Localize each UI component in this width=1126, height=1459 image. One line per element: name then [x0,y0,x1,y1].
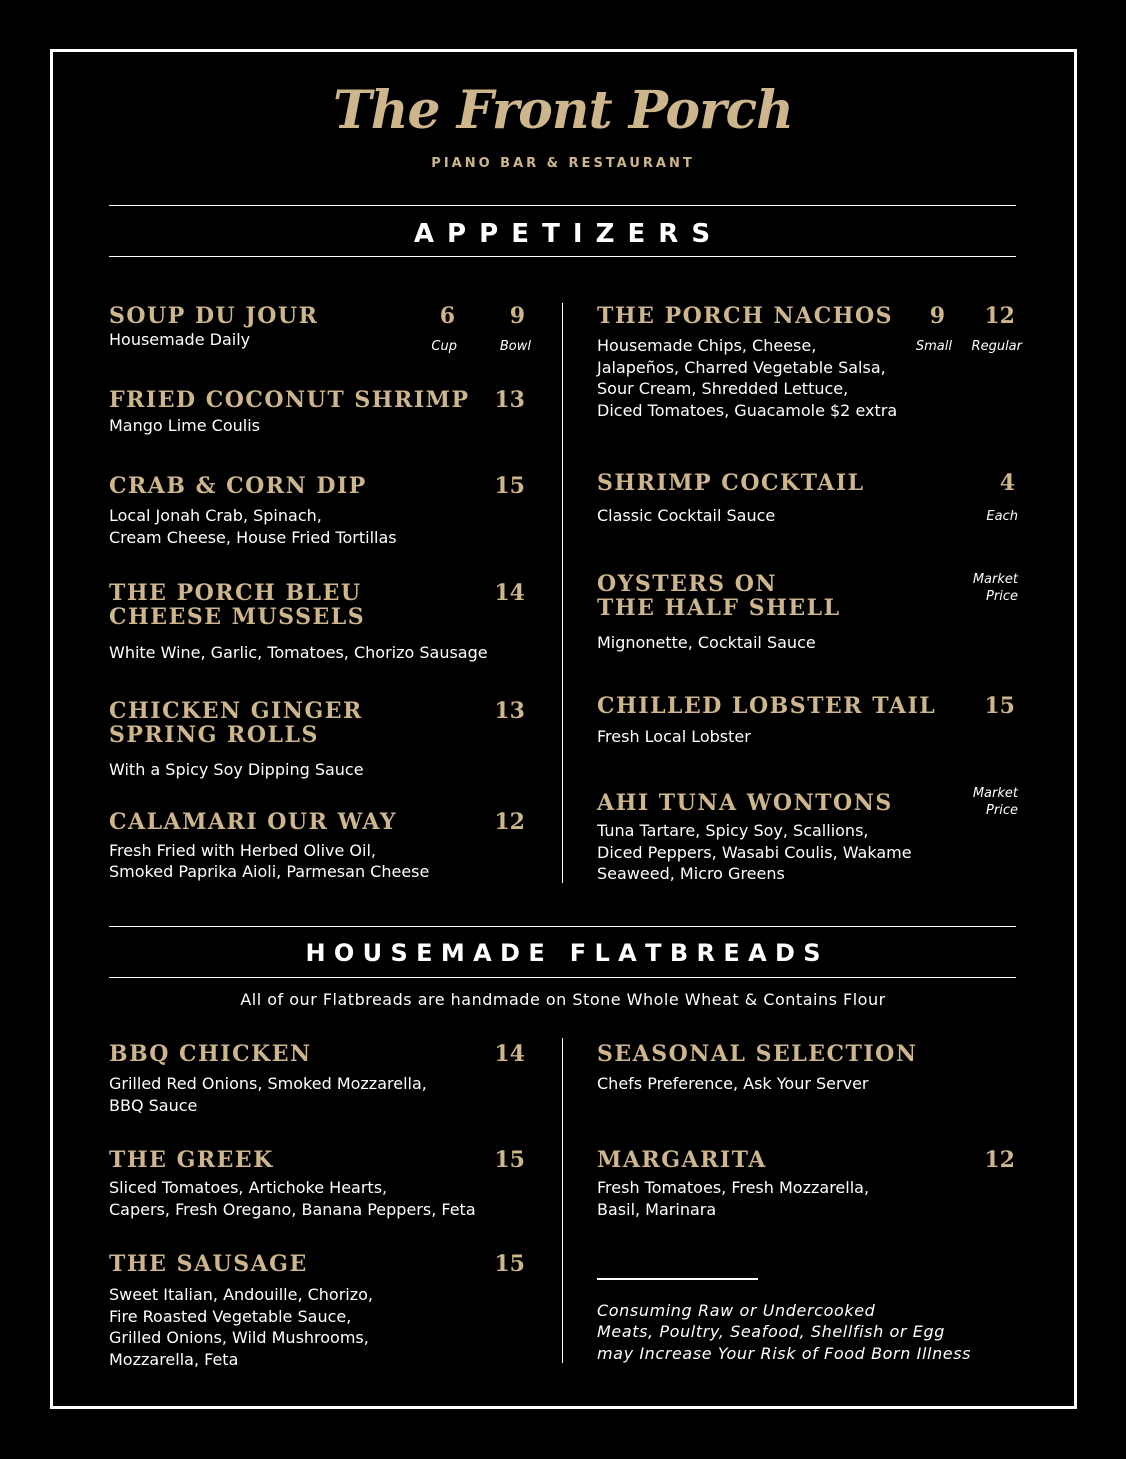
item-price: 13 [494,698,525,724]
item-price: 14 [494,580,525,606]
item-description: Housemade Daily [109,330,251,349]
unit-label: Regular [971,339,1022,354]
item-price: 13 [494,387,525,413]
item-description: Basil, Marinara [597,1200,717,1219]
column-divider [562,303,563,883]
item-price: 14 [494,1041,525,1067]
item-name: AHI TUNA WONTONS [597,790,893,816]
item-description: Local Jonah Crab, Spinach, [109,506,322,525]
item-name: THE PORCH NACHOS [597,303,894,329]
unit-label: Cup [431,339,457,354]
item-name: CALAMARI OUR WAY [109,809,398,835]
item-description: Tuna Tartare, Spicy Soy, Scallions, [597,821,869,840]
item-name: BBQ CHICKEN [109,1041,312,1067]
item-description: Capers, Fresh Oregano, Banana Peppers, Feta [109,1200,476,1219]
divider [597,1278,758,1280]
item-name: OYSTERS ON [597,571,777,597]
item-price: 15 [494,1147,525,1173]
item-price: 12 [984,1147,1015,1173]
restaurant-logo: The Front Porch [333,80,793,141]
item-price: 15 [984,693,1015,719]
item-name: CHEESE MUSSELS [109,604,366,630]
item-description: Mozzarella, Feta [109,1350,239,1369]
item-description: With a Spicy Soy Dipping Sauce [109,760,364,779]
market-price-label: Price [986,803,1018,818]
column-divider [562,1038,563,1363]
item-description: Mango Lime Coulis [109,416,260,435]
unit-label: Each [986,509,1018,524]
flatbread-note: All of our Flatbreads are handmade on Stone Whole Wheat & Contains Flour [240,990,886,1009]
item-price: 15 [494,473,525,499]
item-price-regular: 12 [984,303,1015,329]
warning-line: Meats, Poultry, Seafood, Shellfish or Egg [597,1322,945,1341]
item-description: Fresh Tomatoes, Fresh Mozzarella, [597,1178,870,1197]
item-name: MARGARITA [597,1147,767,1173]
item-description: Grilled Red Onions, Smoked Mozzarella, [109,1074,427,1093]
item-description: Seaweed, Micro Greens [597,864,785,883]
item-description: Diced Peppers, Wasabi Coulis, Wakame [597,843,912,862]
item-description: Mignonette, Cocktail Sauce [597,633,816,652]
item-description: Housemade Chips, Cheese, [597,336,817,355]
item-name: SEASONAL SELECTION [597,1041,918,1067]
item-description: Chefs Preference, Ask Your Server [597,1074,869,1093]
divider [109,977,1016,978]
item-description: Jalapeños, Charred Vegetable Salsa, [597,358,886,377]
item-description: Smoked Paprika Aioli, Parmesan Cheese [109,862,430,881]
item-name: CRAB & CORN DIP [109,473,367,499]
item-description: BBQ Sauce [109,1096,198,1115]
item-name: THE HALF SHELL [597,595,841,621]
item-name: SPRING ROLLS [109,722,319,748]
item-name: SOUP DU JOUR [109,303,319,329]
item-description: Classic Cocktail Sauce [597,506,776,525]
item-description: Fresh Local Lobster [597,727,751,746]
divider [109,205,1016,206]
item-description: Sliced Tomatoes, Artichoke Hearts, [109,1178,388,1197]
item-name: THE SAUSAGE [109,1251,308,1277]
market-price-label: Price [986,589,1018,604]
appetizers-title: A P P E T I Z E R S [413,219,713,249]
item-price: 12 [494,809,525,835]
market-price-label: Market [972,572,1018,587]
item-description: White Wine, Garlic, Tomatoes, Chorizo Sausage [109,643,488,662]
item-description: Diced Tomatoes, Guacamole $2 extra [597,401,898,420]
warning-line: Consuming Raw or Undercooked [597,1301,876,1320]
warning-line: may Increase Your Risk of Food Born Illness [597,1344,972,1363]
item-name: THE GREEK [109,1147,274,1173]
item-price-small: 9 [929,303,945,329]
item-description: Fire Roasted Vegetable Sauce, [109,1307,352,1326]
item-description: Fresh Fried with Herbed Olive Oil, [109,841,376,860]
item-description: Grilled Onions, Wild Mushrooms, [109,1328,369,1347]
item-name: SHRIMP COCKTAIL [597,470,865,496]
item-price: 15 [494,1251,525,1277]
item-name: FRIED COCONUT SHRIMP [109,387,470,413]
item-price: 4 [999,470,1015,496]
unit-label: Small [915,339,952,354]
item-price-bowl: 9 [509,303,525,329]
item-price-cup: 6 [439,303,455,329]
item-description: Sweet Italian, Andouille, Chorizo, [109,1285,374,1304]
item-name: CHILLED LOBSTER TAIL [597,693,937,719]
unit-label: Bowl [499,339,531,354]
restaurant-subtitle: PIANO BAR & RESTAURANT [431,156,695,171]
item-name: CHICKEN GINGER [109,698,363,724]
divider [109,926,1016,927]
divider [109,256,1016,257]
flatbreads-title: H O U S E M A D E F L A T B R E A D S [305,939,821,967]
item-description: Cream Cheese, House Fried Tortillas [109,528,397,547]
item-description: Sour Cream, Shredded Lettuce, [597,379,849,398]
market-price-label: Market [972,786,1018,801]
item-name: THE PORCH BLEU [109,580,362,606]
